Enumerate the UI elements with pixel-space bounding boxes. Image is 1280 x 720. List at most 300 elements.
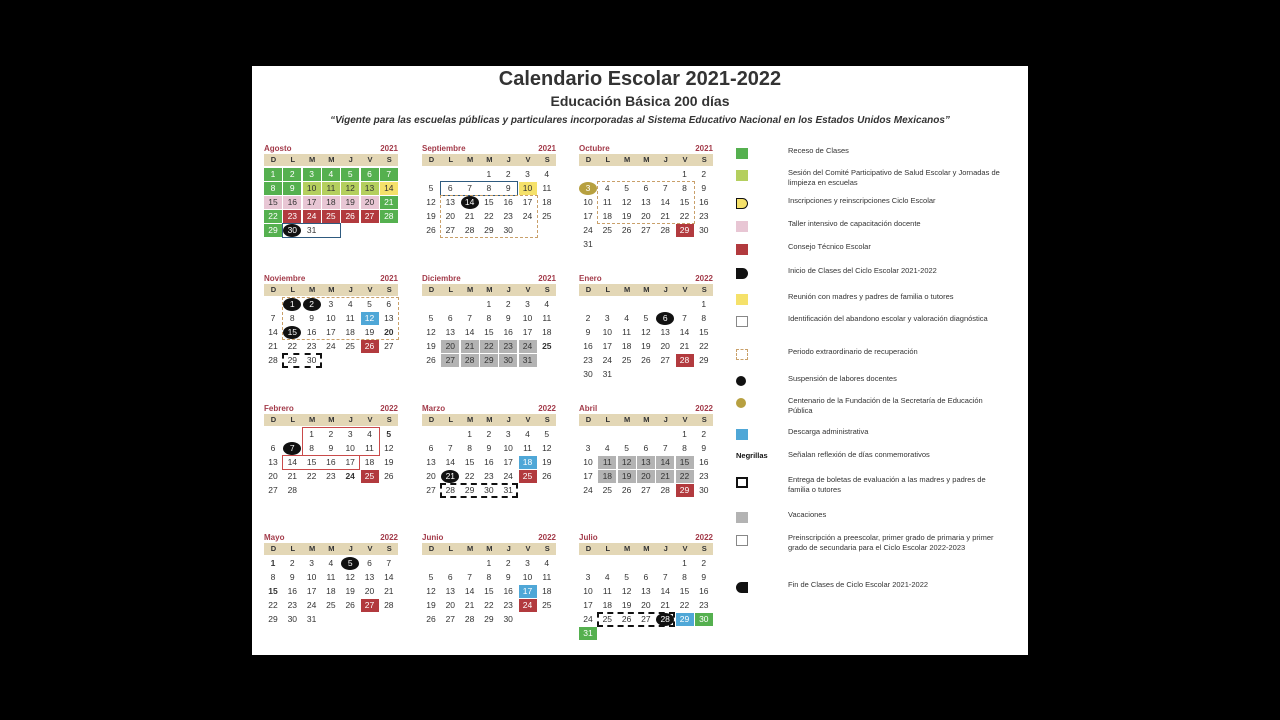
day-cell: 14 — [660, 586, 670, 596]
day-cell: 14 — [679, 327, 690, 337]
weekday-label: S — [701, 155, 707, 164]
day-cell: 1 — [270, 558, 276, 568]
legend-text: Señalan reflexión de días conmemorativos — [788, 450, 930, 459]
day-cell: 16 — [503, 327, 513, 337]
month-name: Mayo — [264, 533, 285, 542]
day-cell: 8 — [682, 572, 687, 582]
day-cell: 24 — [602, 355, 613, 365]
day-cell: 11 — [365, 443, 374, 453]
legend-item — [736, 347, 1016, 375]
day-cell: 1 — [486, 169, 492, 179]
day-cell: 17 — [326, 327, 336, 337]
day-cell: 14 — [380, 182, 398, 195]
day-cell: 22 — [480, 340, 498, 353]
weekday-label: S — [701, 285, 707, 294]
day-cell: 8 — [486, 183, 492, 193]
day-cell: 30 — [283, 224, 301, 237]
day-cell: 20 — [641, 211, 651, 221]
day-cell: 10 — [522, 313, 533, 323]
day-cell: 22 — [464, 471, 475, 481]
day-cell: 9 — [486, 443, 492, 453]
day-cell: 14 — [464, 586, 475, 596]
day-cell: 14 — [445, 457, 456, 467]
weekday-label: D — [585, 544, 592, 553]
day-cell: 18 — [322, 196, 340, 209]
day-cell: 28 — [660, 225, 670, 235]
weekday-label: D — [585, 285, 592, 294]
day-cell: 25 — [519, 470, 537, 483]
legend-swatch — [736, 316, 748, 327]
day-cell: 6 — [447, 183, 453, 193]
day-cell: 9 — [505, 313, 511, 323]
days-grid — [579, 428, 713, 512]
month-name: Octubre — [579, 144, 610, 153]
legend-item — [736, 314, 1016, 342]
period-outline — [597, 612, 675, 627]
day-cell: 11 — [345, 313, 355, 323]
day-cell: 26 — [361, 340, 379, 353]
day-cell: 8 — [270, 572, 276, 582]
weekday-label: L — [448, 155, 454, 164]
day-cell: 17 — [519, 585, 537, 598]
day-cell: 23 — [503, 211, 513, 221]
day-cell: 7 — [662, 443, 668, 453]
day-cell: 5 — [428, 183, 434, 193]
day-cell: 10 — [326, 313, 336, 323]
day-cell: 2 — [505, 558, 511, 568]
day-cell: 28 — [445, 485, 456, 495]
day-cell: 7 — [270, 313, 276, 323]
legend-item — [736, 266, 1016, 294]
legend-text: Fin de Clases de Ciclo Escolar 2021-2022 — [788, 580, 929, 589]
day-cell: 2 — [505, 169, 511, 179]
legend-item — [736, 450, 1016, 478]
day-cell: 9 — [505, 572, 511, 582]
day-cell: 15 — [283, 326, 301, 339]
day-cell: 21 — [656, 470, 674, 483]
day-cell: 6 — [447, 313, 453, 323]
day-cell: 1 — [486, 558, 492, 568]
weekday-label: M — [643, 544, 650, 553]
day-cell: 8 — [682, 183, 687, 193]
weekday-label: M — [623, 415, 631, 424]
day-cell: 10 — [519, 182, 537, 195]
day-cell: 11 — [542, 313, 552, 323]
month-year: 2022 — [695, 404, 713, 413]
day-cell: 5 — [643, 313, 649, 323]
day-cell: 5 — [624, 183, 629, 193]
day-cell: 12 — [542, 443, 552, 453]
day-cell: 5 — [341, 168, 359, 181]
day-cell: 3 — [525, 169, 530, 179]
weekday-label: D — [270, 155, 277, 164]
legend-swatch — [736, 429, 748, 440]
legend-swatch — [736, 376, 746, 386]
month-name: Abril — [579, 404, 598, 413]
day-cell: 29 — [676, 224, 694, 237]
day-cell: 30 — [306, 355, 317, 365]
day-cell: 14 — [287, 457, 298, 467]
day-cell: 4 — [322, 168, 340, 181]
day-cell: 10 — [303, 182, 321, 195]
day-cell: 23 — [503, 600, 513, 610]
page-tagline: “Vigente para las escuelas públicas y particulares incorporadas al Sistema Educativo Nacional en los Estados Unidos Mexicanos” — [330, 115, 950, 126]
day-cell: 15 — [679, 586, 690, 596]
days-grid — [579, 557, 713, 641]
day-cell: 31 — [579, 627, 597, 640]
day-cell: 22 — [679, 600, 690, 610]
day-cell: 6 — [447, 572, 453, 582]
weekday-header — [579, 154, 713, 166]
day-cell: 4 — [624, 313, 629, 323]
day-cell: 21 — [268, 341, 278, 351]
days-grid — [422, 298, 556, 382]
day-cell: 11 — [602, 197, 612, 207]
day-cell: 7 — [467, 183, 472, 193]
days-grid — [264, 168, 398, 252]
day-cell: 27 — [641, 485, 651, 495]
day-cell: 29 — [264, 224, 282, 237]
day-cell: 23 — [699, 471, 709, 481]
day-cell: 7 — [283, 442, 301, 455]
day-cell: 20 — [364, 586, 375, 596]
weekday-label: S — [544, 285, 550, 294]
day-cell: 23 — [699, 211, 709, 221]
day-cell: 3 — [505, 429, 511, 439]
weekday-label: M — [308, 155, 316, 164]
month-name: Junio — [422, 533, 444, 542]
day-cell: 9 — [505, 183, 511, 193]
day-cell: 21 — [441, 470, 459, 483]
day-cell: 29 — [287, 355, 298, 365]
day-cell: 10 — [522, 572, 533, 582]
calendar-sheet — [252, 66, 1028, 655]
day-cell: 18 — [621, 341, 632, 351]
day-cell: 1 — [682, 169, 687, 179]
day-cell: 8 — [486, 572, 492, 582]
day-cell: 14 — [656, 456, 674, 469]
day-cell: 19 — [542, 457, 552, 467]
day-cell: 20 — [361, 196, 379, 209]
weekday-label: J — [348, 544, 353, 553]
weekday-label: J — [663, 285, 668, 294]
day-cell: 23 — [484, 471, 494, 481]
day-cell: 16 — [503, 197, 513, 207]
weekday-label: D — [270, 415, 277, 424]
weekday-label: M — [328, 285, 335, 294]
page-subtitle: Educación Básica 200 días — [550, 93, 730, 109]
day-cell: 25 — [361, 470, 379, 483]
day-cell: 12 — [426, 327, 436, 337]
day-cell: 7 — [447, 443, 453, 453]
day-cell: 2 — [486, 429, 492, 439]
day-cell: 24 — [303, 210, 321, 223]
weekday-label: S — [544, 415, 550, 424]
day-cell: 19 — [426, 341, 436, 351]
day-cell: 5 — [386, 429, 392, 439]
day-cell: 11 — [602, 586, 612, 596]
month-year: 2022 — [538, 404, 556, 413]
legend-item — [736, 475, 1016, 503]
day-cell: 8 — [467, 443, 472, 453]
weekday-label: M — [486, 155, 493, 164]
day-cell: 30 — [503, 225, 513, 235]
day-cell: 24 — [306, 600, 317, 610]
month-name: Marzo — [422, 404, 446, 413]
day-cell: 29 — [268, 614, 278, 624]
day-cell: 4 — [544, 558, 550, 568]
weekday-label: V — [682, 155, 688, 164]
day-cell: 15 — [679, 197, 690, 207]
day-cell: 16 — [699, 197, 709, 207]
day-cell: 5 — [428, 572, 434, 582]
day-cell: 9 — [328, 443, 334, 453]
day-cell: 2 — [289, 558, 295, 568]
day-cell: 13 — [445, 586, 456, 596]
day-cell: 25 — [345, 341, 355, 351]
day-cell: 2 — [701, 169, 707, 179]
legend-text: Suspensión de labores docentes — [788, 374, 897, 383]
day-cell: 17 — [583, 471, 593, 481]
day-cell: 28 — [464, 225, 475, 235]
day-cell: 1 — [682, 429, 687, 439]
weekday-label: M — [643, 415, 650, 424]
weekday-label: L — [605, 415, 611, 424]
legend-swatch — [736, 477, 748, 488]
day-cell: 28 — [380, 210, 398, 223]
day-cell: 28 — [660, 485, 670, 495]
day-cell: 4 — [604, 443, 610, 453]
weekday-label: M — [328, 544, 335, 553]
day-cell: 2 — [328, 429, 334, 439]
month-name: Febrero — [264, 404, 294, 413]
day-cell: 20 — [384, 327, 394, 337]
day-cell: 13 — [660, 327, 670, 337]
weekday-label: L — [290, 544, 296, 553]
period-outline — [302, 427, 380, 456]
weekday-label: L — [448, 415, 454, 424]
day-cell: 29 — [484, 225, 494, 235]
day-cell: 12 — [621, 586, 632, 596]
month-name: Enero — [579, 274, 602, 283]
day-cell: 20 — [637, 470, 655, 483]
legend-text: Inscripciones y reinscripciones Ciclo Escolar — [788, 196, 936, 205]
weekday-label: L — [448, 285, 454, 294]
day-cell: 21 — [464, 600, 475, 610]
day-cell: 22 — [306, 471, 317, 481]
legend-text: Taller intensivo de capacitación docente — [788, 219, 921, 228]
day-cell: 12 — [345, 572, 355, 582]
weekday-label: L — [605, 544, 611, 553]
day-cell: 31 — [602, 369, 613, 379]
day-cell: 9 — [283, 182, 301, 195]
day-cell: 14 — [268, 327, 278, 337]
day-cell: 13 — [637, 456, 655, 469]
day-cell: 26 — [621, 225, 632, 235]
day-cell: 13 — [641, 586, 651, 596]
day-cell: 10 — [583, 457, 593, 467]
day-cell: 3 — [303, 168, 321, 181]
weekday-header — [579, 284, 713, 296]
day-cell: 23 — [287, 600, 298, 610]
period-outline — [282, 297, 399, 340]
legend-swatch — [736, 535, 748, 546]
period-outline — [440, 181, 518, 196]
day-cell: 18 — [542, 197, 552, 207]
day-cell: 10 — [345, 443, 355, 453]
legend-item — [736, 580, 1016, 608]
weekday-label: S — [701, 544, 707, 553]
day-cell: 28 — [287, 485, 298, 495]
legend-text: Receso de Clases — [788, 146, 849, 155]
day-cell: 11 — [622, 327, 631, 337]
day-cell: 21 — [287, 471, 298, 481]
day-cell: 12 — [361, 312, 379, 325]
day-cell: 17 — [522, 327, 533, 337]
weekday-label: V — [367, 415, 373, 424]
day-cell: 30 — [499, 354, 517, 367]
month-name: Julio — [579, 533, 598, 542]
day-cell: 27 — [384, 341, 394, 351]
day-cell: 17 — [345, 457, 355, 467]
day-cell: 25 — [602, 485, 613, 495]
day-cell: 27 — [641, 225, 651, 235]
day-cell: 2 — [283, 168, 301, 181]
legend-text: Centenario de la Fundación de la Secretaría de Educación Pública — [788, 396, 983, 415]
day-cell: 16 — [283, 196, 301, 209]
day-cell: 6 — [386, 299, 392, 309]
day-cell: 19 — [618, 470, 636, 483]
month-year: 2021 — [538, 274, 556, 283]
day-cell: 26 — [426, 355, 436, 365]
day-cell: 2 — [701, 429, 707, 439]
day-cell: 11 — [523, 443, 532, 453]
weekday-label: V — [525, 285, 531, 294]
period-outline — [282, 353, 322, 368]
day-cell: 22 — [484, 211, 494, 221]
day-cell: 8 — [289, 313, 295, 323]
day-cell: 26 — [426, 225, 436, 235]
day-cell: 11 — [322, 182, 340, 195]
day-cell: 28 — [384, 600, 394, 610]
legend-swatch — [736, 221, 748, 232]
day-cell: 6 — [643, 183, 649, 193]
day-cell: 8 — [486, 313, 492, 323]
weekday-label: L — [448, 544, 454, 553]
day-cell: 25 — [602, 225, 613, 235]
day-cell: 5 — [428, 313, 434, 323]
weekday-label: M — [466, 544, 474, 553]
month-year: 2022 — [695, 533, 713, 542]
weekday-label: S — [386, 544, 392, 553]
day-cell: 28 — [676, 354, 694, 367]
day-cell: 29 — [484, 614, 494, 624]
weekday-label: V — [682, 285, 688, 294]
day-cell: 20 — [268, 471, 278, 481]
day-cell: 12 — [618, 456, 636, 469]
day-cell: 14 — [660, 197, 670, 207]
day-cell: 29 — [699, 355, 709, 365]
weekday-header — [264, 284, 398, 296]
weekday-label: M — [308, 285, 316, 294]
day-cell: 23 — [326, 471, 336, 481]
day-cell: 19 — [641, 341, 651, 351]
day-cell: 4 — [525, 429, 530, 439]
day-cell: 13 — [361, 182, 379, 195]
weekday-label: D — [270, 544, 277, 553]
day-cell: 26 — [345, 600, 355, 610]
day-cell: 8 — [682, 443, 687, 453]
days-grid — [422, 428, 556, 512]
day-cell: 5 — [367, 299, 372, 309]
day-cell: 17 — [503, 457, 513, 467]
weekday-label: D — [270, 285, 277, 294]
weekday-label: V — [682, 415, 688, 424]
day-cell: 25 — [542, 341, 552, 351]
weekday-label: L — [290, 155, 296, 164]
weekday-label: J — [663, 415, 668, 424]
weekday-label: J — [506, 544, 511, 553]
weekday-header — [264, 543, 398, 555]
day-cell: 18 — [598, 470, 616, 483]
day-cell: 27 — [441, 354, 459, 367]
legend-swatch — [736, 148, 748, 159]
weekday-header — [264, 414, 398, 426]
weekday-label: S — [386, 285, 392, 294]
days-grid — [422, 557, 556, 641]
day-cell: 14 — [461, 196, 479, 209]
month-year: 2021 — [538, 144, 556, 153]
day-cell: 4 — [604, 183, 610, 193]
day-cell: 24 — [345, 471, 355, 481]
legend-text: Consejo Técnico Escolar — [788, 242, 871, 251]
weekday-label: J — [506, 415, 511, 424]
day-cell: 2 — [303, 298, 321, 311]
day-cell: 11 — [598, 456, 616, 469]
day-cell: 16 — [306, 327, 317, 337]
day-cell: 17 — [583, 211, 593, 221]
day-cell: 9 — [701, 572, 707, 582]
day-cell: 20 — [445, 211, 456, 221]
day-cell: 3 — [525, 299, 530, 309]
day-cell: 9 — [701, 443, 707, 453]
day-cell: 29 — [676, 484, 694, 497]
day-cell: 23 — [283, 210, 301, 223]
days-grid — [264, 557, 398, 641]
day-cell: 6 — [643, 443, 649, 453]
day-cell: 28 — [656, 613, 674, 626]
day-cell: 27 — [268, 485, 278, 495]
month-year: 2022 — [380, 404, 398, 413]
day-cell: 30 — [287, 614, 298, 624]
legend-swatch — [736, 244, 748, 255]
day-cell: 3 — [585, 572, 591, 582]
day-cell: 24 — [503, 471, 513, 481]
day-cell: 9 — [309, 313, 314, 323]
day-cell: 3 — [525, 558, 530, 568]
weekday-label: D — [428, 544, 435, 553]
day-cell: 21 — [380, 196, 398, 209]
day-cell: 4 — [347, 299, 353, 309]
day-cell: 17 — [583, 600, 593, 610]
day-cell: 27 — [660, 355, 670, 365]
day-cell: 15 — [676, 456, 694, 469]
weekday-label: M — [466, 415, 474, 424]
month-name: Noviembre — [264, 274, 306, 283]
day-cell: 24 — [326, 341, 336, 351]
day-cell: 15 — [484, 586, 494, 596]
weekday-label: S — [386, 155, 392, 164]
